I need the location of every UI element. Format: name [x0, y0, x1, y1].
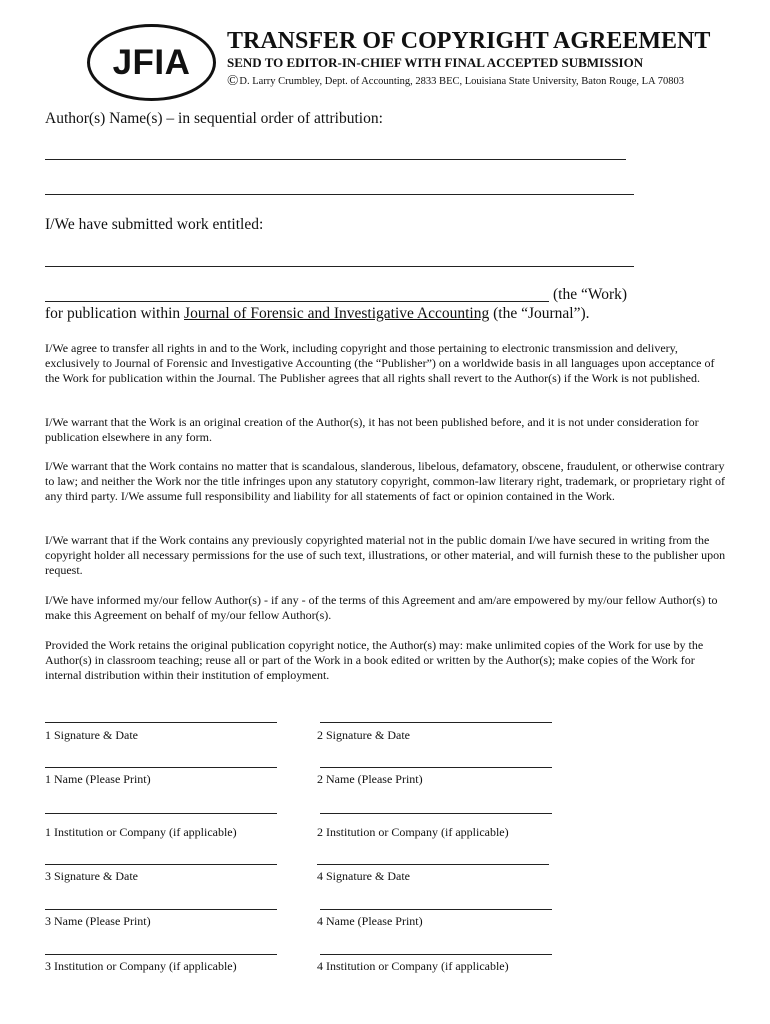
authors-label: Author(s) Name(s) – in sequential order of attribution:: [45, 110, 383, 127]
agreement-paragraph-author-rights: Provided the Work retains the original publication copyright notice, the Author(s) may: make unlimited copies of the Work for use by the Author(s) in classroom teaching; reuse all or part of the Work in a book edited or written by the Author(s); make copies of the Work for internal distribution within their institution of employment.: [45, 638, 704, 682]
document-subtitle: SEND TO EDITOR-IN-CHIEF WITH FINAL ACCEPTED SUBMISSION: [227, 55, 644, 70]
name-line-4[interactable]: [320, 909, 552, 910]
name-label-3: 3 Name (Please Print): [45, 914, 151, 928]
signature-label-1: 1 Signature & Date: [45, 728, 138, 742]
name-line-3[interactable]: [45, 909, 277, 910]
institution-label-1: 1 Institution or Company (if applicable): [45, 825, 237, 839]
institution-line-4[interactable]: [320, 954, 552, 955]
logo-text: JFIA: [112, 42, 191, 82]
name-label-4: 4 Name (Please Print): [317, 914, 423, 928]
journal-name: Journal of Forensic and Investigative Accounting: [184, 305, 490, 322]
institution-line-2[interactable]: [320, 813, 552, 814]
signature-line-1[interactable]: [45, 722, 277, 723]
author-name-line-1[interactable]: [45, 159, 626, 160]
author-name-line-2[interactable]: [45, 194, 634, 195]
signature-label-4: 4 Signature & Date: [317, 869, 410, 883]
institution-line-1[interactable]: [45, 813, 277, 814]
institution-line-3[interactable]: [45, 954, 277, 955]
copyright-icon: ©: [227, 73, 239, 89]
signature-line-2[interactable]: [320, 722, 552, 723]
signature-label-3: 3 Signature & Date: [45, 869, 138, 883]
publication-prefix: for publication within: [45, 305, 185, 322]
institution-label-4: 4 Institution or Company (if applicable): [317, 959, 509, 973]
institution-label-3: 3 Institution or Company (if applicable): [45, 959, 237, 973]
publication-suffix: (the “Journal”).: [489, 305, 590, 322]
name-line-2[interactable]: [320, 767, 552, 768]
signature-line-3[interactable]: [45, 864, 277, 865]
copyright-credit: [227, 74, 684, 89]
institution-label-2: 2 Institution or Company (if applicable): [317, 825, 509, 839]
name-label-1: 1 Name (Please Print): [45, 772, 151, 786]
publication-line: [45, 305, 590, 323]
agreement-paragraph-no-infringement: I/We warrant that the Work contains no matter that is scandalous, slanderous, libelous, defamatory, obscene, fraudulent, or otherwise contrary to law; and neither the Work nor the title infringes upon any statutory copyright, common-law literary right, trademark, or proprietary right of any third party. I/We assume full responsibility and liability for all statements of fact or opinion contained in the Work.: [45, 459, 725, 503]
agreement-paragraph-coauthors: I/We have informed my/our fellow Author(s) - if any - of the terms of this Agreement and am/are empowered by my/our fellow Author(s) to make this Agreement on behalf of my/our fellow Author(s).: [45, 593, 718, 622]
name-label-2: 2 Name (Please Print): [317, 772, 423, 786]
signature-label-2: 2 Signature & Date: [317, 728, 410, 742]
agreement-paragraph-transfer: I/We agree to transfer all rights in and to the Work, including copyright and those pertaining to electronic transmission and delivery, exclusively to Journal of Forensic and Investigative Accounting (the “Publisher”) on a worldwide basis in all languages upon acceptance of the Work for publication within the Journal. The Publisher agrees that all rights shall revert to the Author(s) if the Work is not published.: [45, 341, 715, 385]
work-title-line-1[interactable]: [45, 266, 634, 267]
work-label: I/We have submitted work entitled:: [45, 216, 264, 233]
the-work-label: (the “Work): [553, 286, 628, 303]
jfia-logo: [87, 24, 216, 101]
document-title: TRANSFER OF COPYRIGHT AGREEMENT: [227, 28, 711, 54]
signature-line-4[interactable]: [317, 864, 549, 865]
credit-text: D. Larry Crumbley, Dept. of Accounting, 2833 BEC, Louisiana State University, Baton Rouge, LA 70803: [239, 76, 684, 87]
work-title-line-2[interactable]: [45, 301, 549, 302]
name-line-1[interactable]: [45, 767, 277, 768]
agreement-paragraph-originality: I/We warrant that the Work is an original creation of the Author(s), it has not been published before, and it is not under consideration for publication elsewhere in any form.: [45, 415, 699, 444]
agreement-paragraph-permissions: I/We warrant that if the Work contains any previously copyrighted material not in the public domain I/we have secured in writing from the copyright holder all necessary permissions for the use of such text, illustrations, or other material, and will furnish these to the publisher upon request.: [45, 533, 726, 577]
